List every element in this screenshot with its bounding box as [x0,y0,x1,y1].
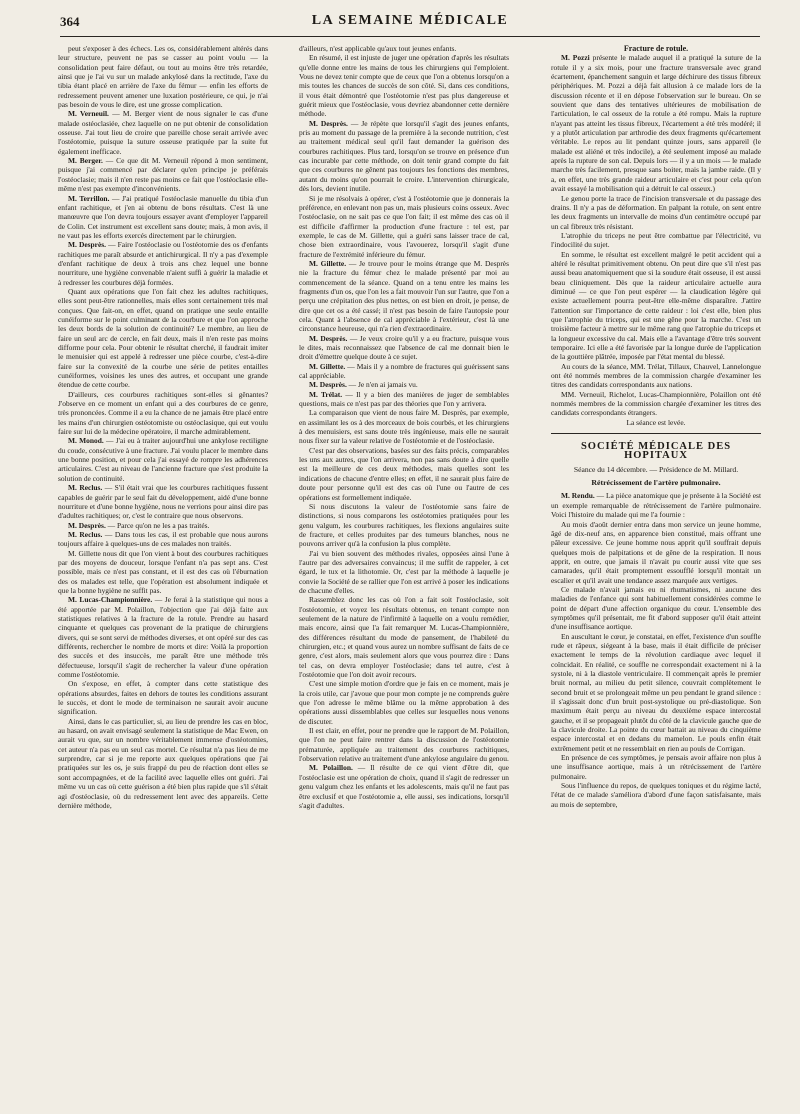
speaker-name: M. Desprès. [309,333,348,343]
paragraph [299,380,509,389]
paragraph-text: Le genou porte la trace de l'incision transversale et du passage des drains. Il n'y a pas de déformation. En palpant la rotule, on sent entre les deux fragments un intervalle de moins d'un centimètre occupé par un cal fibreux très résistant. [551,193,761,231]
speaker-name: M. Terrillon. [68,193,110,203]
paragraph-text: Au cours de la séance, MM. Trélat, Tillaux, Chauvel, Lannelongue ont été nommés membres de la commission chargée d'examiner les titres des candidats correspondants aux nations. [551,361,761,390]
paragraph [299,502,509,549]
paragraph [551,585,761,632]
speaker-name: M. Reclus. [68,483,103,493]
paragraph-text: MM. Verneuil, Richelot, Lucas-Championnière, Polaillon ont été nommés membres de la commission chargée d'examiner les titres des candidats correspondants étrangers. [551,389,761,418]
paragraph-text: — Ce que dit M. Verneuil répond à mon sentiment, puisque j'ai commencé par déclarer qu'en principe je préférais l'ostéoclasie; mais il n'en reste pas moins ce fait que l'ostéoclasie elle-même n'est pas exempte d'inconvénients. [58,156,268,194]
society-title: SOCIÉTÉ MÉDICALE DES HOPITAUX [580,441,732,462]
speaker-name: M. Verneuil. [68,109,109,119]
paragraph-text: — M. Berger vient de nous signaler le cas d'une malade ostéoclasiée, chez laquelle on ne put obtenir de consolidation osseuse. J'ai tout lieu de croire que pareille chose serait arrivée avec l'ostéotomie, puisque la suture osseuse pratiquée par la suite fut également inefficace. [58,109,268,156]
page-number: 364 [60,14,80,29]
paragraph-text: Ainsi, dans le cas particulier, si, au lieu de prendre les cas en bloc, au hasard, on avait envisagé seulement la statistique de Mac Ewen, on aurait vu que, sur un nombre véritablement immense d'ostéotomies, cet auteur n'a pas eu un seul cas mortel. Ce résultat n'a pas lieu de me surprendre, car si je me reporte aux quelques opérations que j'ai pratiquées sur les os, je suis frappé du peu de réaction dont elles se sont accompagnées, et de la facilité avec laquelle elles ont guéri. J'ai même vu un cas où cette guérison a été bien plus rapide que s'il s'était agi d'ostéoclasie, où du redressement lent avec des appareils. Cette dernière méthode, [58,716,268,810]
paragraph [299,549,509,596]
paragraph [58,521,268,530]
speaker-name: M. Lucas-Championnière. [68,595,153,605]
paragraph [58,483,268,520]
speaker-name: M. Desprès. [68,240,107,250]
speaker-name: M. Gillette. [309,361,346,371]
paragraph [58,194,268,241]
paragraph-text: — Je trouve pour le moins étrange que M. Desprès nie la fracture du fémur chez le malade présenté par moi au commencement de la séance. Quand on a tenu entre les mains les fragments d'un os, que l'on les a fait mouvoir l'un sur l'autre, que l'on a perçu une crépitation des plus nettes, on est bien en droit, je pense, de dire que cet os a été cassé; il n'est pas besoin de faire l'autopsie pour cela. Quant à l'absence de cal appréciable à l'extérieur, c'est là une circonstance heureuse, qui n'a rien d'extraordinaire. [299,258,509,334]
speaker-name: M. Desprès. [68,520,106,530]
paragraph-text: On s'expose, en effet, à compter dans cette statistique des opérations absurdes, faites en dehors de toutes les conditions assurant le succès, et dont le mode de terminaison ne saurait avoir aucune signification. [58,679,268,717]
paragraph-text: L'atrophie du triceps ne peut être combattue par l'électricité, vu l'indocilité du sujet. [551,230,761,250]
page-header [60,10,760,37]
paragraph [299,362,509,381]
paragraph [299,408,509,445]
paragraph [58,530,268,549]
speaker-name: M. Polaillon. [309,763,353,773]
column-right [551,44,761,1104]
paragraph [58,44,268,109]
paragraph [299,194,509,259]
paragraph [551,362,761,390]
paragraph [299,334,509,362]
paragraph [299,44,509,53]
paragraph [58,595,268,679]
paragraph-text: — S'il était vrai que les courbures rachitiques fussent capables de guérir par le seul fait du développement, aidé d'une bonne nourriture et d'une bonne hygiène, nous ne verrions pour ainsi dire pas d'adultes rachitiques; or, c'est le contraire que nous observons. [58,483,268,521]
paragraph [58,549,268,596]
paragraph-text: La comparaison que vient de nous faire M. Desprès, par exemple, en assimilant les os à des morceaux de bois courbés, et les chirurgiens à des menuisiers, est sans doute très ingénieuse, mais elle ne saurait nous fixer sur la valeur relative de l'ostéotomie et de l'ostéoclasie. [299,408,509,446]
paragraph-text: En présence de ces symptômes, je pensais avoir affaire non plus à une insuffisance aortique, mais à un rétrécissement de l'artère pulmonaire. [551,753,761,781]
paragraph [58,109,268,156]
section-pulmonary-stenosis [551,491,761,809]
paragraph-text: En auscultant le cœur, je constatai, en effet, l'existence d'un souffle rude et râpeux, siégeant à la base, mais il était difficile de préciser exactement le temps de la révolution cardiaque avec lequel il coïncidait. En réalité, ce souffle ne correspondait exactement ni à la systole, ni à la diastole ventriculaire. Il commençait après le premier bruit normal, au milieu du petit silence, couvrait complètement le second bruit et se prolongeait même un peu pendant le grand silence : il s'agissait donc d'un bruit post-systolique ou pré-diastolique. Son maximum était perçu au niveau du deuxième espace intercostal gauche, et il se propageait plutôt du côté de la clavicule gauche que de la clavicule droite. La pointe du cœur battait au niveau du cinquième espace intercostal et en dedans du mamelon. Le pouls enfin était extrêmement petit et ne ressemblait en rien au pouls de Corrigan. [551,631,761,753]
section-title-rotule-fracture: Fracture de rotule. [623,44,689,53]
paragraph-text: — Parce qu'on ne les a pas traités. [105,520,210,530]
paragraph [58,240,268,287]
section-rotule-fracture [551,53,761,417]
paragraph [551,753,761,781]
paragraph-text: — Je veux croire qu'il y a eu fracture, puisque vous le dites, mais reconnaissez que l'absence de cal me donnait bien le droit d'émettre quelque doute à ce sujet. [299,333,509,362]
paragraph-text: — Je ferai à la statistique qui nous a été apportée par M. Polaillon, l'objection que j'ai déjà faite aux statistiques relatives à la fracture de la rotule. Prendre au hasard cinquante et quelques cas provenant de la pratique de chirurgiens divers, qui se sont servi de méthodes diverses, et ont opéré sur des cas différents, rechercher le nombre de morts et dire: Voilà la proportion des succès et des insuccès, me paraît être une méthode très défectueuse, lorsqu'il s'agit de rechercher la valeur d'une opération comme l'ostéotomie. [58,595,268,680]
paragraph [551,53,761,193]
paragraph-text: Sous l'influence du repos, de quelques toniques et du régime lacté, l'état de ce malade s'améliora d'abord d'une façon satisfaisante, mais au mois de septembre, [551,781,761,809]
paragraph [58,390,268,437]
paragraph-text: Rassemblez donc les cas où l'on a fait soit l'ostéoclasie, soit l'ostéotomie, et voyez les résultats obtenus, en tenant compte non seulement de la nature de l'infirmité à laquelle on a voulu remédier, mais encore, ainsi que l'a fait remarquer M. Lucas-Championnière, des différences résultant du mode de pansement, de l'habileté du chirurgien, etc.; et quand vous aurez un nombre suffisant de faits de ce genre, c'est alors, mais seulement alors que vous pourrez dire : Dans tel cas, on devra employer l'ostéoclasie; dans tel autre, c'est à l'ostéotomie que l'on doit avoir recours. [299,595,509,680]
paragraph [299,679,509,726]
paragraph-text: — Je n'en ai jamais vu. [346,380,418,390]
paragraph [551,781,761,809]
paragraph [299,259,509,334]
paragraph-text: — La pièce anatomique que je présente à la Société est un exemple remarquable de rétrécissement de l'artère pulmonaire. Voici l'histoire du malade qui me l'a fournie : [551,491,761,520]
paragraph [299,595,509,679]
paragraph-text: D'ailleurs, ces courbures rachitiques sont-elles si gênantes? J'observe en ce moment un enfant qui a des courbures de ce genre, très prononcées. Comme il a eu la chance de ne jamais être placé entre les mains d'un chirurgien ostéotomiste ou ostéoclasique, qui eut voulu faire sur lui de la médecine opératoire, il marche admirablement. [58,389,268,437]
paragraph [58,287,268,390]
paragraph-text: — J'ai eu à traiter aujourd'hui une ankylose rectiligne du coude, consécutive à une fracture. J'ai voulu placer le membre dans une bonne position, et pour cela j'ai essayé de rompre les adhérences articulaires. C'est au niveau de l'ancienne fracture que s'est produite la solution de continuité. [58,436,268,483]
paragraph-text: M. Gillette nous dit que l'on vient à bout des courbures rachitiques par des moyens de douceur, lorsque l'enfant n'a pas sept ans. C'est possible, mais ce n'est pas constant, et il est des cas où l'éburnation des os malades est telle, que l'opération est absolument indiquée et que la bonne hygiène ne suffit pas. [58,548,268,595]
section-title-pulmonary: Rétrécissement de l'artère pulmonaire. [591,478,721,488]
paragraph-text: J'ai vu bien souvent des méthodes rivales, opposées ainsi l'une à l'autre par des adversaires convaincus; il me suffit de rappeler, à cet égard, le tux et la lithotomie. Or, c'est par la méthode à laquelle je convie la Société de se rallier que l'on est arrivé à poser les indications de chacune d'elles. [299,548,509,595]
speaker-name: M. Reclus. [68,529,103,539]
paragraph [551,390,761,418]
paragraph-text: Il est clair, en effet, pour ne prendre que le rapport de M. Polaillon, que l'on ne peut faire rentrer dans la discussion de l'ostéotomie prématurée, appliquée au traitement des courbures rachitiques, l'observation relative au traitement d'une ankylose angulaire du genou. [299,726,509,764]
running-title: LA SEMAINE MÉDICALE [311,13,509,28]
speaker-name: M. Pozzi [561,53,590,63]
paragraph-text: Quant aux opérations que l'on fait chez les adultes rachitiques, elles sont peut-être rationnelles, mais elles sont certainement très mal conçues. Que fait-on, en effet, quand on pratique une seule entaille cunéiforme sur le point culminant de la courbure et que l'on approche les deux bords de la solution de continuité? Le membre, au lieu de faire un seul arc de cercle, en fait deux, mais il n'en reste pas moins difforme pour cela. Pour obtenir le résultat cherché, il faudrait imiter le menuisier qui est appelé à redresser une pièce courbe, c'est-à-dire faire sur la convexité de la courbe une série de petites entailles cunéiformes, voisines les unes des autres, et occupant une grande étendue de cette courbe. [58,286,268,390]
paragraph-text: Si je me résolvais à opérer, c'est à l'ostéotomie que je donnerais la préférence, en enlevant non pas un, mais plusieurs coins osseux. Avec l'ostéoclasie, on ne sait pas ce que l'on fait; il est même des cas où il est difficile d'affirmer la production d'une fracture : tel est, par exemple, le cas de M. Gillette, qui a guéri sans laisser trace de cal, chose bien extraordinaire, vous l'avouerez, lorsqu'il s'agit d'une fracture de l'extrémité inférieure du fémur. [299,193,509,259]
paragraph [299,390,509,409]
paragraph [551,231,761,250]
paragraph-text: En somme, le résultat est excellent malgré le petit accident qui a altéré le résultat primitivement obtenu. On peut dire que s'il n'est pas aussi beau anatomiquement que si la soudure était osseuse, il est aussi beau cliniquement. Dès que la raideur articulaire actuelle aura diminué — ce que l'on peut espérer — la claudication légère qui existe actuellement pourra peut-être elle-même disparaître. J'attire l'attention sur l'importance de cette raideur : loi c'est elle, bien plus que l'atrophie du triceps, qui est une gêne pour la marche. C'est un troisième facteur à mettre sur le même rang que l'atrophie du triceps et la longueur excessive du cal. Mais elle a l'avantage d'être très souvent temporaire. Ici elle a été favorisée par la longue durée de l'application de la gouttière plâtrée, imposée par l'état mental du blessé. [551,249,761,362]
paragraph-text: — Il y a bien des manières de juger de semblables questions, mais ce n'est pas par des théories que l'on y arrivera. [299,389,509,409]
speaker-name: M. Monod. [68,436,104,446]
paragraph-text: — Dans tous les cas, il est probable que nous aurons toujours affaire à quelques-uns de ces malades non traités. [58,529,268,549]
paragraph [299,446,509,502]
column-middle [299,44,509,1104]
speaker-name: M. Rendu. [561,491,595,501]
paragraph [551,632,761,753]
paragraph-text: d'ailleurs, n'est applicable qu'aux tout jeunes enfants. [299,44,457,53]
paragraph-text: Au mois d'août dernier entra dans mon service un jeune homme, âgé de dix-neuf ans, en apparence bien constitué, mais offrant une pâleur excessive. Ce jeune homme nous apprit qu'il souffrait depuis quelques mois de palpitations et de gêne de la respiration. Il nous apprit, en outre, que jamais il n'avait pu courir aussi vite que ses camarades, qu'il était promptement essoufflé lorsqu'il montait un escalier et qu'il avait une tendance assez marquée aux vertiges. [551,519,761,585]
paragraph [299,53,509,118]
column-left [58,44,268,1104]
speaker-name: M. Berger. [68,156,103,166]
paragraph [551,194,761,231]
paragraph [299,763,509,810]
session-line: Séance du 14 décembre. — Présidence de M. Millard. [573,464,739,474]
paragraph-text: — Je répète que lorsqu'il s'agit des jeunes enfants, pris au moment du passage de la première à la seconde nutrition, c'est au traitement médical seul qu'il faut demander la guérison des courbures rachitiques. Plus tard, lorsqu'on se trouve en présence d'un cas incurable par cette méthode, on doit tenir grand compte du fait que ces courbures ne gênent pas toujours les fonctions des membres, autant du moins qu'on pourrait le croire. L'intervention chirurgicale, dès lors, devient inutile. [299,118,509,194]
paragraph-text: — J'ai pratiqué l'ostéoclasie manuelle du tibia d'un enfant rachitique, et j'en ai obtenu de bons résultats. C'est là une manœuvre que l'on devra toujours essayer avant d'employer l'appareil de Colin. Cet instrument est excellent sans doute; mais, à mon avis, il ne vaut pas les efforts exercés directement par le chirurgien. [58,193,268,240]
paragraph-text: — Il résulte de ce qui vient d'être dit, que l'ostéoclasie est une opération de choix, quand il s'agit de redresser un genu valgum chez les enfants et les adolescents, mais qu'il ne faut pas être exclusif et que l'ostéotomie a, elle aussi, ses indications, lorsqu'il s'agit d'adultes. [299,763,509,810]
paragraph-text: — Faire l'ostéoclasie ou l'ostéotomie des os d'enfants rachitiques me paraît absurde et antichirurgical. Il n'y a pas d'exemple d'enfant rachitique de deux à trois ans chez lequel une bonne nourriture, une hygiène convenable n'aient suffi à guérir la maladie et à redresser les courbures déjà formées. [58,240,268,287]
paragraph [551,250,761,362]
paragraph [551,491,761,519]
speaker-name: M. Trélat. [309,389,343,399]
paragraph [58,436,268,483]
section-divider [551,433,761,434]
paragraph [58,679,268,716]
paragraph-text: En résumé, il est injuste de juger une opération d'après les résultats qu'elle donne entre les mains de tous les chirurgiens qui l'emploient. Vous ne devez tenir compte que de ceux que l'on a obtenus lorsqu'on a mis toutes les chances de succès de son côté. Si, dans ces conditions, il vous était démontré que l'ostéotomie n'est pas plus dangereuse et guérit mieux que l'ostéoclasie, vous devriez abandonner cette dernière méthode. [299,53,509,119]
paragraph-text: peut s'exposer à des échecs. Les os, considérablement altérés dans leur structure, peuvent ne pas se casser au point voulu — la consolidation peut faire défaut, ou tout au moins être très retardée, ainsi que je l'ai vu sur un malade ankylosé dans la rectitude, l'axe du tibia étant placé en arrière de l'axe du fémur — enfin les efforts de redressement peuvent amener une luxation postérieure, ce qui, je n'ai pas besoin de vous le dire, est une grosse complication. [58,44,268,110]
paragraph [299,119,509,194]
speaker-name: M. Desprès. [309,118,348,128]
paragraph [551,520,761,585]
paragraph-text: — Mais il y a nombre de fractures qui guérissent sans cal appréciable. [299,361,509,381]
session-closing: La séance est levée. [626,417,686,427]
paragraph-text: Ce malade n'avait jamais eu ni rhumatismes, ni aucune des maladies de l'enfance qui sont habituellement considérées comme le point de départ d'une affection organique du cœur. L'ensemble des symptômes qu'il présentait, me fit d'abord supposer qu'il était atteint d'une insuffisance aortique. [551,584,761,632]
paragraph-text: C'est par des observations, basées sur des faits précis, comparables les uns aux autres, que l'on arrivera, non pas sans doute à dire quelle est la meilleure de ces deux méthodes, mais quelles sont les indications de chacune d'entre elles; en effet, il ne saurait plus faire de doute pour personne qu'il est des cas où l'une ou l'autre de ces opérations est formellement indiquée. [299,445,509,502]
paragraph-text: Si nous discutons la valeur de l'ostéotomie sans faire de distinctions, si nous comparons les ostéotomies pratiquées pour les genu valgum, les courbures rachitiques, les flexions angulaires suite de fracture, et celles produites par des tumeurs blanches, nous ne pouvons arriver qu'à la confusion la plus complète. [299,501,509,549]
paragraph [58,717,268,810]
paragraph-text: présente le malade auquel il a pratiqué la suture de la rotule il y a six mois, pour une fracture transversale avec grand écartement, épanchement sanguin et large déchirure des tissus fibreux périphériques. M. Pozzi a déjà fait allusion à ce malade lors de la discussion récente et il en dépose l'observation sur le bureau. On se souvient que dans des tentatives ultérieures de mobilisation de l'articulation, le cal osseux de la rotule a été rompu. Mais la rupture n'ayant pas atteint les tissus fibreux, l'écartement a été très modéré; il y a plutôt articulation par arthrodie des deux fragments qu'écartement véritable. Le repos au lit pendant quinze jours, sans appareil (le malade est aliéné et très indocile), a été seulement imposé au malade après la rupture de son cal. Depuis lors — il y a un mois — le malade marche très facilement, presque sans boiter, mais la jambe raide. (Il y a, en effet, une très grande raideur articulaire et c'est pour cela qu'on avait essayé la mobilisation qui a détruit le cal osseux.) [551,53,761,194]
speaker-name: M. Desprès. [309,380,347,390]
speaker-name: M. Gillette. [309,258,347,268]
paragraph-text: C'est une simple motion d'ordre que je fais en ce moment, mais je la crois utile, car j'avoue que pour mon compte je ne comprends guère que l'on adresse le même blâme ou la même approbation à des opérations aussi dissemblables que celles sur lesquelles nous venons de discuter. [299,679,509,726]
paragraph [58,156,268,193]
paragraph [299,726,509,763]
